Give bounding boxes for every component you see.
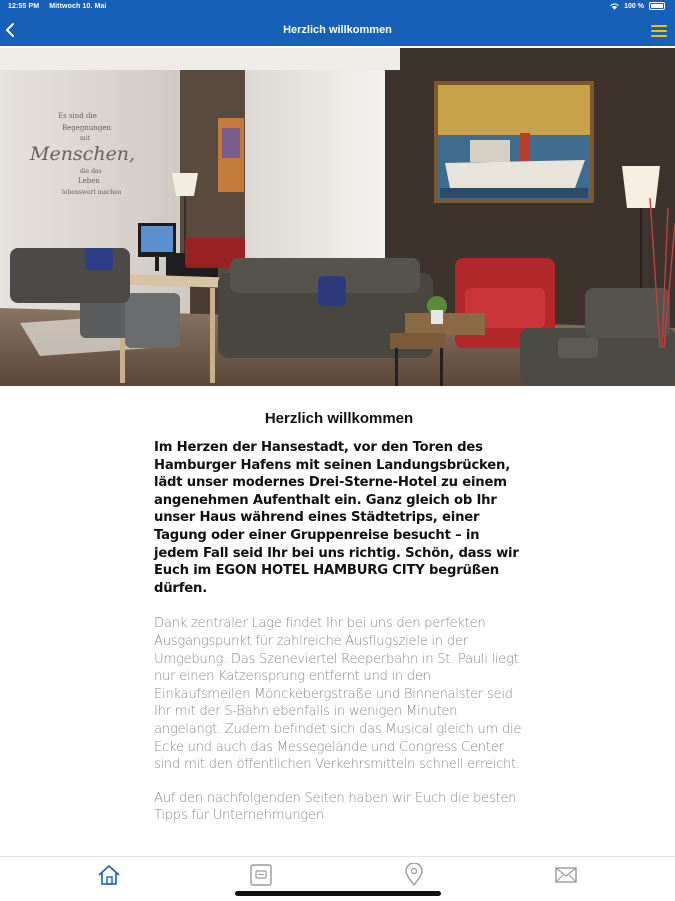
page-title: Herzlich willkommen	[283, 24, 392, 36]
welcome-content	[154, 410, 524, 841]
content-heading: Herzlich willkommen	[264, 410, 414, 427]
hotel-lobby-photo	[0, 48, 675, 386]
svg-text:Begegnungen: Begegnungen	[62, 124, 112, 132]
body-paragraph: Dank zentraler Lage findet Ihr bei uns den perfekten Ausgangspunkt für zahlreiche Ausflugsziele in der Umgebung. Das Szeneviertel Reeperbahn in St. Pauli liegt nur einen Katzensprung entfernt und in den Einkaufsmeilen Mönckebergstraße und Binnenalster seid Ihr mit der S-Bahn ebenfalls in wenigen Minuten angelangt. Zudem befindet sich das Musical gleich um die Ecke und auch das Messegelände und Congress Center sind mit den öffentlichen Verkehrsmitteln schnell erreicht.	[154, 616, 522, 773]
battery-percent: 100 %	[624, 2, 644, 10]
location-pin-icon	[401, 863, 427, 887]
tab-home[interactable]	[96, 863, 124, 889]
wifi-icon	[610, 3, 619, 10]
status-bar-right	[610, 2, 665, 10]
svg-text:die das: die das	[80, 168, 102, 175]
svg-text:mit: mit	[80, 135, 91, 142]
status-date: Mittwoch 10. Mai	[49, 3, 107, 10]
room-card-icon	[248, 863, 274, 887]
battery-icon	[649, 2, 665, 10]
mail-icon	[553, 863, 579, 887]
lobby-illustration	[0, 48, 675, 386]
menu-line	[651, 30, 667, 32]
tab-contact[interactable]	[553, 863, 581, 889]
svg-text:Leben: Leben	[78, 177, 100, 185]
menu-line	[651, 35, 667, 37]
svg-text:Menschen,: Menschen,	[30, 143, 136, 165]
app-header	[0, 0, 675, 46]
hamburger-menu-button[interactable]	[651, 25, 667, 39]
svg-text:Es sind die: Es sind die	[58, 112, 97, 120]
menu-line	[651, 25, 667, 27]
intro-paragraph: Im Herzen der Hansestadt, vor den Toren des Hamburger Hafens mit seinen Landungsbrücken, lädt unser modernes Drei-Sterne-Hotel zu einem angenehmen Aufenthalt ein. Ganz gleich ob Ihr unser Haus während eines Städtetrips, einer Tagung oder einer Gruppenreise besucht – in jedem Fall seid Ihr bei uns richtig. Schön, dass wir Euch im EGON HOTEL HAMBURG CITY begrüßen dürfen.	[154, 440, 519, 596]
status-time: 12:55 PM	[8, 3, 40, 10]
body-paragraph-continued: Auf den nachfolgenden Seiten haben wir Euch die besten Tipps für Unternehmungen	[154, 790, 517, 824]
home-indicator[interactable]	[235, 891, 441, 896]
home-icon	[96, 863, 122, 887]
tab-room-info[interactable]	[248, 863, 276, 889]
status-bar-left	[8, 3, 114, 10]
tab-location[interactable]	[401, 863, 429, 889]
svg-text:lebenswert machen: lebenswert machen	[62, 189, 122, 196]
